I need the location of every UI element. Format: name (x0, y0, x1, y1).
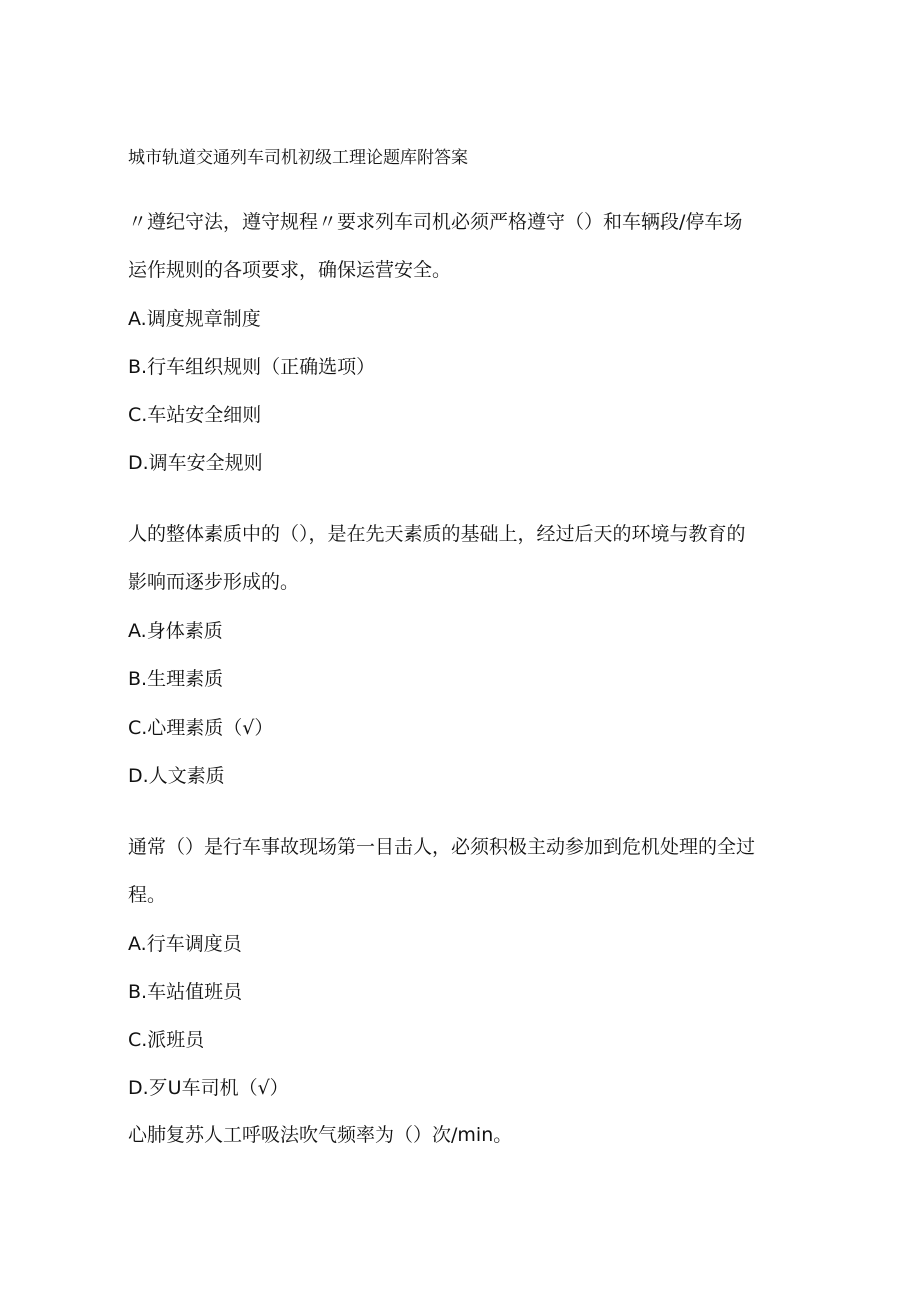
question-1-stem-line-2: 运作规则的各项要求，确保运营安全。 (128, 259, 452, 281)
question-1-option-d: D.调车安全规则 (128, 452, 263, 474)
question-3-option-c: C.派班员 (128, 1029, 205, 1051)
question-3-stem-line-2: 程。 (128, 884, 167, 906)
question-2-option-c: C.心理素质（√） (128, 717, 274, 739)
question-2-option-d: D.人文素质 (128, 765, 225, 787)
question-2-option-b: B.生理素质 (128, 668, 224, 690)
question-3-stem-line-1: 通常（）是行车事故现场第一目击人，必须积极主动参加到危机处理的全过 (128, 836, 756, 858)
question-2-stem-line-1: 人的整体素质中的（），是在先天素质的基础上，经过后天的环境与教育的 (128, 523, 746, 545)
question-4-stem-line-1: 心肺复苏人工呼吸法吹气频率为（）次/min。 (128, 1124, 513, 1146)
question-2-option-a: A.身体素质 (128, 620, 223, 642)
document-title: 城市轨道交通列车司机初级工理论题库附答案 (128, 148, 468, 168)
question-1-option-c: C.车站安全细则 (128, 404, 262, 426)
question-3-option-b: B.车站值班员 (128, 981, 243, 1003)
question-3-option-a: A.行车调度员 (128, 933, 242, 955)
question-1-stem-line-1: 〃遵纪守法，遵守规程〃要求列车司机必须严格遵守（）和车辆段/停车场 (128, 211, 743, 233)
question-1-option-a: A.调度规章制度 (128, 308, 261, 330)
question-3-option-d: D.歹U车司机（√） (128, 1077, 289, 1099)
question-1-option-b: B.行车组织规则（正确选项） (128, 356, 376, 378)
question-2-stem-line-2: 影响而逐步形成的。 (128, 571, 300, 593)
